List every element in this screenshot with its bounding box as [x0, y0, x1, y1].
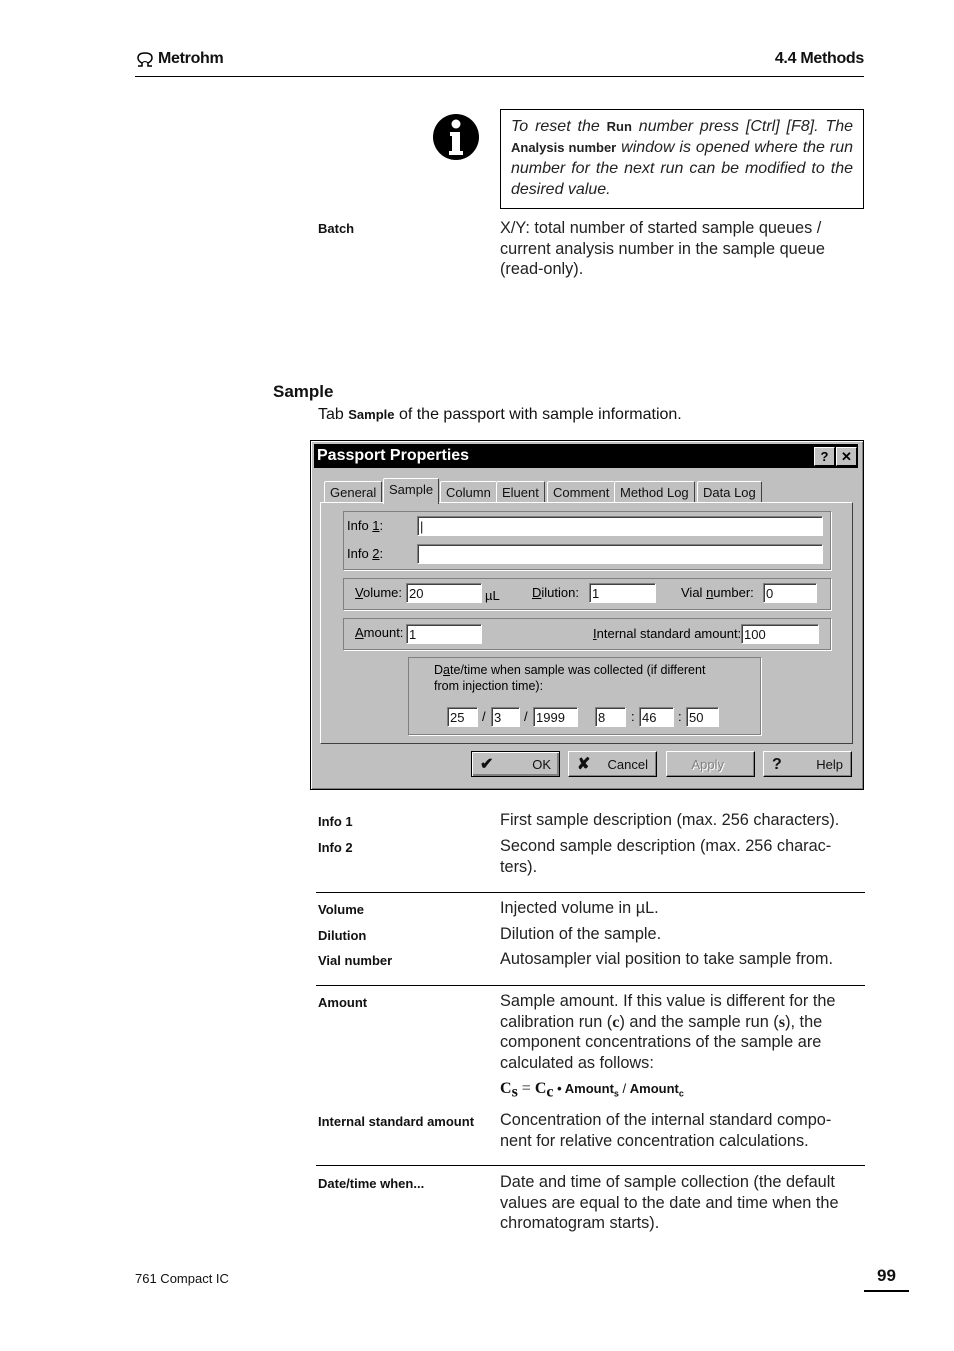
tab-data-log[interactable]: Data Log: [697, 481, 762, 503]
desc-dilution: Dilution of the sample.: [500, 925, 662, 943]
date-label-line2: from injection time):: [434, 679, 544, 693]
info2-label: Info 2:: [347, 546, 384, 561]
term-amount: Amount: [318, 995, 368, 1010]
brand-name: Metrohm: [158, 50, 224, 67]
sample-intro: [318, 406, 682, 424]
brand-logo: [135, 50, 223, 68]
term-info2: Info 2: [318, 840, 353, 855]
info-group: [343, 511, 831, 570]
time-hour-input[interactable]: 8: [595, 707, 626, 727]
dilution-input[interactable]: 1: [589, 583, 656, 603]
amount-label: Amount:: [355, 625, 404, 640]
tab-sample[interactable]: Sample: [383, 478, 439, 504]
desc-vial-number: Autosampler vial position to take sample from.: [500, 950, 834, 968]
close-button[interactable]: ✕: [836, 447, 857, 466]
time-separator: :: [631, 709, 635, 724]
term-vial-number: Vial number: [318, 953, 393, 968]
info-icon: [432, 113, 480, 161]
metrohm-omega-icon: [135, 51, 155, 67]
date-time-group: [408, 657, 761, 735]
check-icon: ✔: [480, 756, 494, 773]
internal-standard-input[interactable]: 100: [741, 624, 819, 644]
info1-label: Info 1:: [347, 518, 384, 533]
desc-internal-standard: Concentration of the internal standard compo-nent for relative concentration calculations.: [500, 1111, 832, 1150]
ok-button[interactable]: [471, 751, 560, 777]
volume-group: [343, 578, 831, 610]
page-number-rule: [864, 1290, 909, 1292]
desc-date-time: Date and time of sample collection (the default values are equal to the date and time when the chromatogram starts).: [500, 1173, 839, 1232]
concentration-formula: $C_s = C_c$ • Amount$_s$ / Amount$_c$: [500, 1080, 684, 1101]
tab-eluent[interactable]: Eluent: [496, 481, 545, 503]
footer-product: 761 Compact IC: [135, 1271, 229, 1286]
info2-input[interactable]: [417, 544, 823, 564]
sample-tab-panel: [320, 502, 853, 744]
ok-label: OK: [532, 757, 551, 772]
apply-label: Apply: [691, 757, 724, 772]
desc-amount: Sample amount. If this value is different for the calibration run (c) and the sample run (s), the component concentrations of the sample are calculated as follows:: [500, 992, 836, 1072]
tab-column[interactable]: Column: [440, 481, 497, 503]
apply-button[interactable]: [666, 751, 755, 777]
vial-number-label: Vial number:: [681, 585, 754, 600]
term-dilution: Dilution: [318, 928, 367, 943]
time-second-input[interactable]: 50: [686, 707, 719, 727]
note-text: To reset the: [511, 118, 607, 135]
note-text: number press [Ctrl] [F8]. The: [631, 118, 854, 135]
sample-heading: Sample: [273, 382, 334, 401]
intro-key: Sample: [348, 407, 395, 422]
info1-input[interactable]: |: [417, 516, 823, 536]
volume-label: Volume:: [355, 585, 402, 600]
divider: [316, 985, 865, 986]
intro-text: Tab: [318, 406, 349, 423]
term-batch: Batch: [318, 221, 355, 236]
term-date-time: Date/time when...: [318, 1176, 425, 1191]
divider: [316, 1165, 865, 1166]
amount-group: [343, 618, 831, 650]
header-rule: [135, 76, 864, 77]
desc-info2: Second sample description (max. 256 charac-ters).: [500, 837, 832, 876]
question-icon: ?: [772, 756, 782, 773]
passport-properties-dialog: [310, 440, 864, 790]
term-volume: Volume: [318, 902, 364, 917]
help-label: Help: [816, 757, 843, 772]
tab-comment[interactable]: Comment: [547, 481, 615, 503]
volume-input[interactable]: 20: [406, 583, 482, 603]
note-text: window is opened where the run number for the next run can be modified to the desired value.: [511, 139, 853, 198]
reset-run-note: [500, 109, 864, 209]
divider: [316, 892, 865, 893]
date-month-input[interactable]: 3: [491, 707, 520, 727]
dialog-titlebar: [314, 444, 858, 468]
dilution-label: Dilution:: [532, 585, 579, 600]
cross-icon: ✘: [577, 756, 591, 773]
desc-batch: X/Y: total number of started sample queues / current analysis number in the sample queue (read-only).: [500, 219, 825, 278]
term-internal-standard: Internal standard amount: [318, 1114, 475, 1129]
internal-standard-label: Internal standard amount:: [593, 626, 742, 641]
volume-unit: µL: [485, 588, 500, 603]
time-minute-input[interactable]: 46: [639, 707, 674, 727]
help-title-button[interactable]: ?: [814, 447, 835, 466]
tab-general[interactable]: General: [324, 481, 382, 503]
dialog-title: Passport Properties: [317, 447, 470, 464]
date-separator: /: [524, 709, 528, 724]
time-separator: :: [678, 709, 682, 724]
amount-input[interactable]: 1: [406, 624, 482, 644]
page-number: 99: [877, 1266, 896, 1285]
tab-method-log[interactable]: Method Log: [614, 481, 695, 503]
note-key-analysis-number: Analysis number: [511, 140, 617, 155]
note-key-run: Run: [606, 119, 632, 134]
desc-volume: Injected volume in µL.: [500, 899, 659, 917]
date-separator: /: [482, 709, 486, 724]
date-year-input[interactable]: 1999: [533, 707, 578, 727]
date-label: Date/time when sample was collected (if different: [434, 663, 706, 677]
section-title: 4.4 Methods: [774, 50, 864, 67]
cancel-label: Cancel: [607, 757, 648, 772]
term-info1: Info 1: [318, 814, 353, 829]
vial-number-input[interactable]: 0: [763, 583, 817, 603]
desc-info1: First sample description (max. 256 characters).: [500, 811, 840, 829]
date-day-input[interactable]: 25: [447, 707, 478, 727]
help-button[interactable]: [763, 751, 852, 777]
intro-text: of the passport with sample information.: [394, 406, 682, 423]
cancel-button[interactable]: [568, 751, 657, 777]
